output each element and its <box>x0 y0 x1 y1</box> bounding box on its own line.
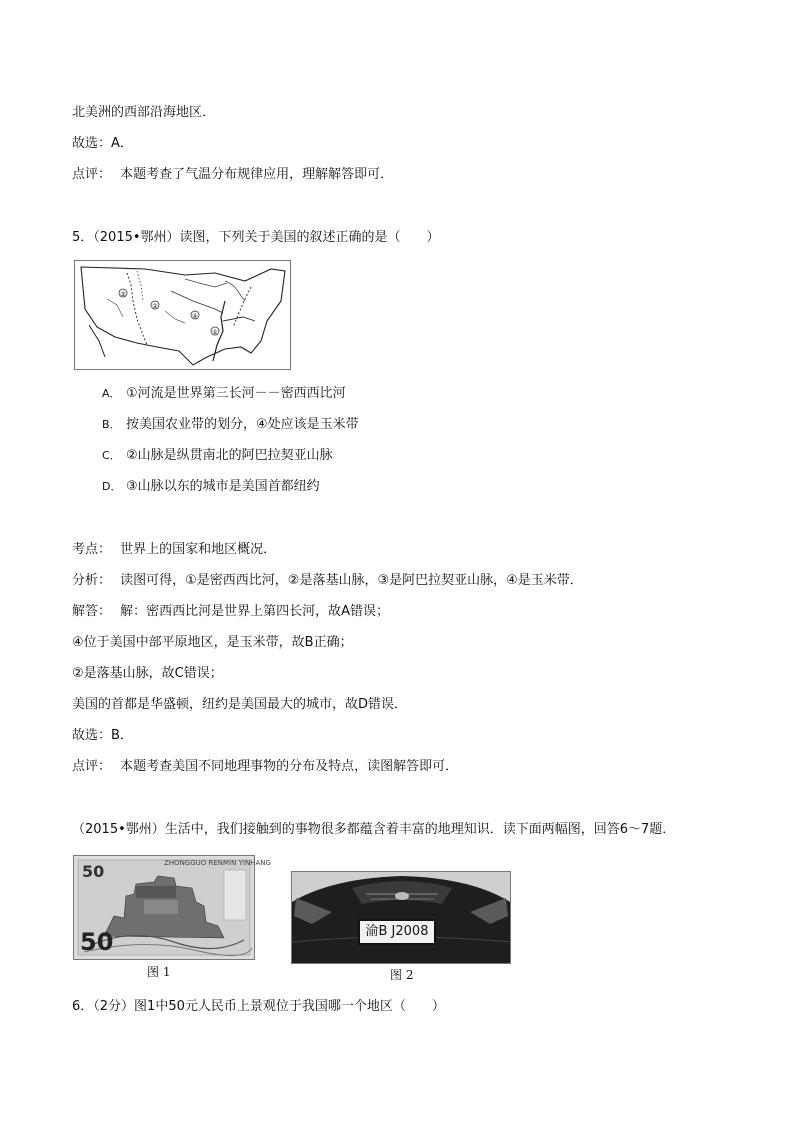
q5-option-d <box>102 478 320 496</box>
banknote-value-top: 50 <box>82 862 105 881</box>
option-text: 按美国农业带的划分，④处应该是玉米带 <box>126 417 359 432</box>
answer-value: B． <box>111 728 133 743</box>
q5-fenxi <box>72 572 583 590</box>
q5-jieda-line4: 美国的首都是华盛顿，纽约是美国最大的城市，故D错误． <box>72 697 408 712</box>
fenxi-label: 分析： <box>72 573 112 588</box>
figure-2-caption: 图 2 <box>390 968 414 982</box>
option-letter: B． <box>102 418 121 431</box>
option-letter: A． <box>102 387 121 400</box>
option-text: ②山脉是纵贯南北的阿巴拉契亚山脉 <box>126 448 333 463</box>
option-text: ③山脉以东的城市是美国首都纽约 <box>126 479 320 494</box>
option-letter: C． <box>102 449 121 462</box>
prev-answer-line <box>72 135 133 153</box>
prev-conclusion-line: 北美洲的西部沿海地区． <box>72 105 216 120</box>
map-label-4: ④ <box>192 313 198 320</box>
kaodian-label: 考点： <box>72 542 112 557</box>
q5-jieda-line3: ②是落基山脉，故C错误； <box>72 666 223 681</box>
q5-option-c <box>102 447 333 465</box>
comment-label: 点评： <box>72 167 112 182</box>
comment-label: 点评： <box>72 759 112 774</box>
kaodian-text: 世界上的国家和地区概况． <box>120 542 277 557</box>
license-plate: 渝B J2008 <box>358 919 436 945</box>
us-map-figure <box>74 260 291 370</box>
car-figure <box>291 871 511 964</box>
q5-jieda-line2: ④位于美国中部平原地区，是玉米带，故B正确； <box>72 635 353 650</box>
banknote-value-bottom: 50 <box>80 928 114 956</box>
comment-text: 本题考查美国不同地理事物的分布及特点，读图解答即可． <box>120 759 459 774</box>
map-label-2: ② <box>152 303 158 310</box>
q5-option-b <box>102 416 359 434</box>
car-drawing <box>292 872 510 963</box>
comment-text: 本题考查了气温分布规律应用，理解解答即可． <box>120 167 394 182</box>
q5-kaodian <box>72 541 276 559</box>
fenxi-text: 读图可得，①是密西西比河，②是落基山脉，③是阿巴拉契亚山脉，④是玉米带． <box>120 573 583 588</box>
answer-label: 故选： <box>72 728 112 743</box>
group-intro: （2015•鄂州）生活中，我们接触到的事物很多都蕴含着丰富的地理知识．读下面两幅图，回答6～7题． <box>72 822 676 837</box>
banknote-header-text: ZHONGGUO RENMIN YINHANG <box>164 859 271 867</box>
map-label-1: ① <box>212 329 218 336</box>
answer-value: A． <box>111 136 133 151</box>
jieda-text: 解：密西西比河是世界上第四长河，故A错误； <box>120 604 390 619</box>
answer-label: 故选： <box>72 136 112 151</box>
figure-1-caption: 图 1 <box>147 965 171 979</box>
q5-jieda <box>72 603 389 621</box>
jieda-label: 解答： <box>72 604 112 619</box>
us-map-drawing <box>75 261 290 369</box>
prev-comment-line <box>72 166 393 184</box>
option-letter: D． <box>102 480 122 493</box>
banknote-figure <box>73 855 271 960</box>
q5-option-a <box>102 385 346 403</box>
q5-stem: 5．（2015•鄂州）读图，下列关于美国的叙述正确的是（ ） <box>72 230 440 245</box>
q5-comment <box>72 758 458 776</box>
option-text: ①河流是世界第三长河－－密西西比河 <box>126 386 346 401</box>
q5-answer <box>72 727 133 745</box>
q6-stem: 6．（2分）图1中50元人民币上景观位于我国哪一个地区（ ） <box>72 999 445 1014</box>
map-label-3: ③ <box>120 291 126 298</box>
